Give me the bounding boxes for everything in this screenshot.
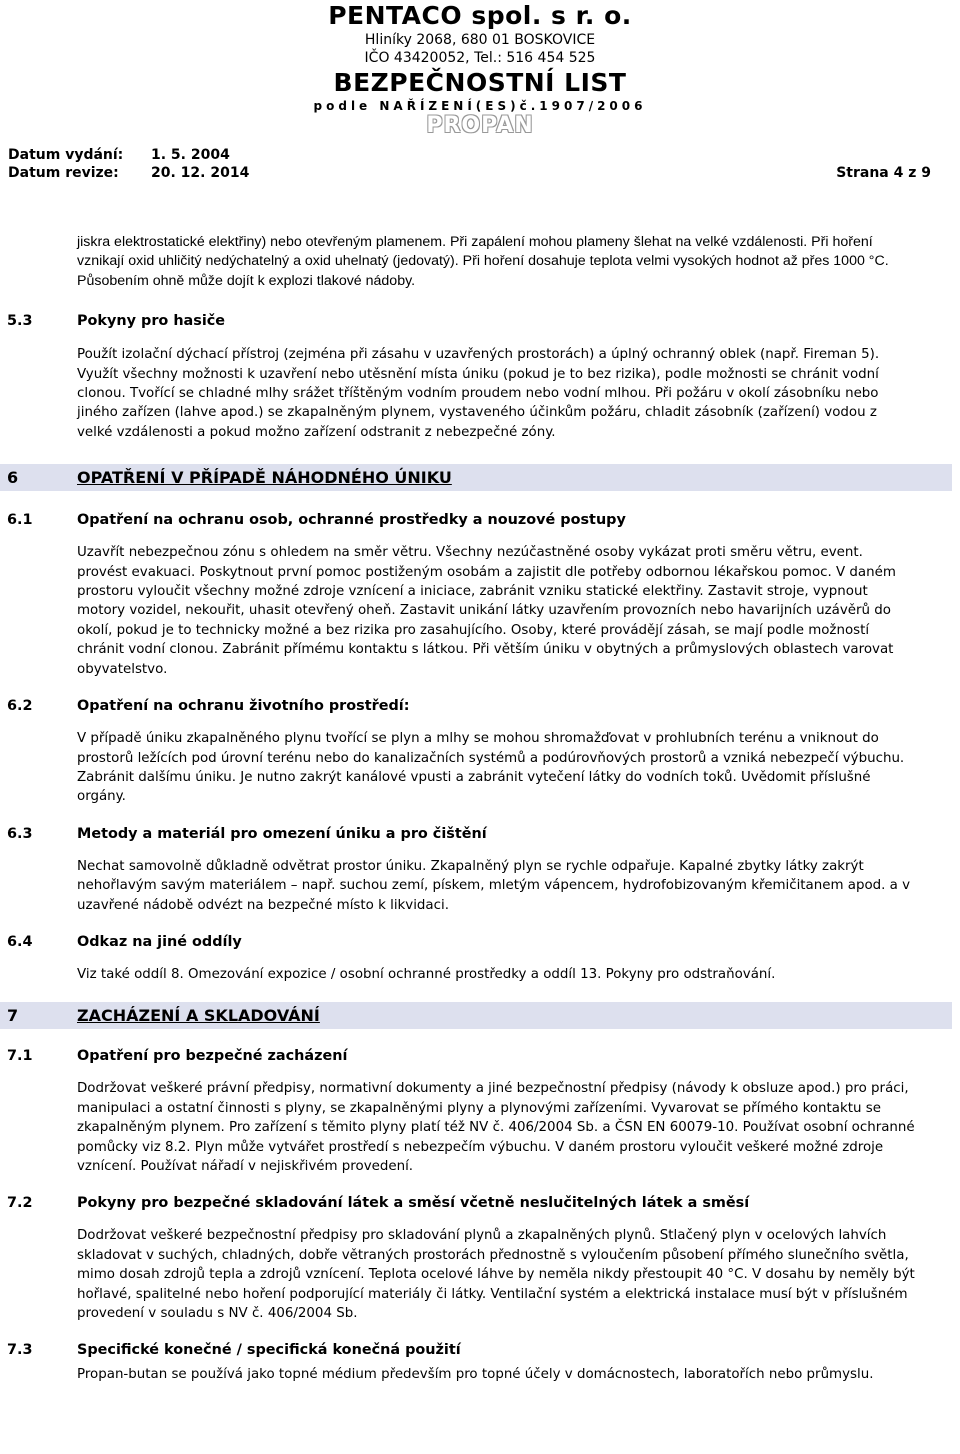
subsection-title: Specifické konečné / specifická konečná použití: [77, 1342, 461, 1359]
subsection-number: 6.2: [7, 698, 33, 715]
section-title: OPATŘENÍ V PŘÍPADĚ NÁHODNÉHO ÚNIKU: [77, 468, 452, 488]
subsection-6-3-text: Nechat samovolně důkladně odvětrat prostor úniku. Zkapalněný plyn se rychle odpařuje. Kapalné zbytky látky zakrýt nehořlavým savým materiálem – např. suchou zemí, pískem, mletým vápencem, hydrofobizovaným křemičitanem apod. a v uzavřené nádobě odvézt na bezpečné místo k likvidaci.: [77, 858, 911, 913]
subsection-6-4-heading: [0, 931, 960, 953]
subsection-title: Opatření na ochranu osob, ochranné prostředky a nouzové postupy: [77, 512, 626, 529]
regulation-line: podle NAŘÍZENÍ(ES)č.1907/2006: [313, 99, 647, 113]
document-title: BEZPEČNOSTNÍ LIST: [333, 68, 627, 97]
subsection-number: 7.3: [7, 1342, 33, 1359]
subsection-7-3-text: Propan-butan se používá jako topné médium především pro topné účely v domácnostech, laboratořích nebo průmyslu.: [77, 1367, 874, 1383]
subsection-6-4-text: Viz také oddíl 8. Omezování expozice / osobní ochranné prostředky a oddíl 13. Pokyny pro odstraňování.: [77, 966, 776, 982]
section-7-heading: [0, 1002, 952, 1029]
company-name: PENTACO spol. s r. o.: [328, 1, 632, 30]
section-number: 6: [7, 468, 19, 488]
intro-paragraph: jiskra elektrostatické elektřiny) nebo otevřeným plamenem. Při zapálení mohou plameny šlehat na velké vzdálenosti. Při hoření vznikají oxid uhličitý nedýchatelný a oxid uhelnatý (jedovatý). Při hoření dosahuje teplota velmi vysokých hodnot až přes 1000 °C. Působením ohně může dojít k explozi tlakové nádoby.: [77, 234, 889, 289]
subsection-6-2-text: V případě úniku zkapalněného plynu tvořící se plyn a mlhy se mohou shromažďovat v prohlubních terénu a vniknout do prostorů ležících pod úrovní terénu nebo do kanalizačních systémů a podúrovňových prostorů a vzniká nebezpečí výbuchu. Zabránit dalšímu úniku. Je nutno zakrýt kanálové vpusti a zabránit vytečení látky do vodních toků. Uvědomit příslušné orgány.: [77, 731, 905, 805]
subsection-title: Pokyny pro hasiče: [77, 313, 226, 330]
section-number: 7: [7, 1006, 19, 1026]
subsection-5-3-heading: [0, 310, 960, 332]
subsection-title: Metody a materiál pro omezení úniku a pro čištění: [77, 825, 487, 842]
subsection-6-2-heading: [0, 695, 960, 717]
subsection-5-3-text: Použít izolační dýchací přístroj (zejména při zásahu v uzavřených prostorách) a úplný ochranný oblek (např. Fireman 5). Využít všechny možnosti k uzavření nebo utěsnění místa úniku (pokud je to bez rizika), podle možnosti se chránit vodní clonou. Tvořící se chladné mlhy srážet tříštěným vodním proudem nebo vodní mlhou. Při požáru v okolí zásobníku nebo jiného zařízen (lahve apod.) se zkapalněným plynem, vystaveného účinkům požáru, chladit zásobník (zařízení) vodou z velké vzdálenosti a pokud možno zařízení odstranit z nebezpečné zóny.: [77, 347, 880, 440]
subsection-number: 5.3: [7, 313, 33, 330]
issue-date-label: Datum vydání:: [8, 147, 124, 163]
subsection-title: Odkaz na jiné oddíly: [77, 933, 242, 950]
product-name: PROPAN: [426, 113, 534, 138]
section-title: ZACHÁZENÍ A SKLADOVÁNÍ: [77, 1006, 320, 1026]
revision-date: 20. 12. 2014: [151, 165, 250, 181]
subsection-6-1-heading: [0, 509, 960, 531]
subsection-7-1-heading: [0, 1045, 960, 1067]
subsection-number: 6.1: [7, 512, 33, 529]
subsection-number: 6.4: [7, 933, 33, 950]
document-body: [0, 233, 960, 1385]
subsection-number: 6.3: [7, 825, 33, 842]
company-address: Hliníky 2068, 680 01 BOSKOVICE: [364, 32, 596, 48]
subsection-6-3-heading: [0, 823, 960, 845]
page-number: Strana 4 z 9: [836, 165, 931, 181]
company-contact: IČO 43420052, Tel.: 516 454 525: [364, 50, 596, 66]
subsection-7-1-text: Dodržovat veškeré právní předpisy, normativní dokumenty a jiné bezpečnostní předpisy (návody k obsluze apod.) pro práci, manipulaci a ostatní činnosti s plyny, se zkapalněnými plyny a plynovými zařízeními. Vyvarovat se přímého kontaktu se zkapalněným plynem. Pro zařízení s těmito plyny platí též NV č. 406/2004 Sb. a ČSN EN 60079-10. Používat osobní ochranné pomůcky viz 8.2. Plyn může vytvářet prostředí s nebezpečím výbuchu. V daném prostoru vyloučit veškeré možné zdroje vznícení. Používat nářadí v nejiskřivém provedení.: [77, 1081, 915, 1174]
subsection-title: Opatření na ochranu životního prostředí:: [77, 698, 410, 715]
subsection-title: Pokyny pro bezpečné skladování látek a směsí včetně neslučitelných látek a směsí: [77, 1195, 750, 1212]
section-6-heading: [0, 464, 952, 491]
subsection-number: 7.1: [7, 1048, 33, 1065]
subsection-title: Opatření pro bezpečné zacházení: [77, 1048, 348, 1065]
subsection-7-2-heading: [0, 1192, 960, 1214]
subsection-6-1-text: Uzavřít nebezpečnou zónu s ohledem na směr větru. Všechny nezúčastněné osoby vykázat proti směru větru, event. provést evakuaci. Poskytnout první pomoc postiženým osobám a zajistit dle potřeby odbornou lékařskou pomoc. V daném prostoru vyloučit všechny možné zdroje vznícení a iniciace, zabránit vzniku statické elektřiny. Zastavit stroje, vypnout motory vozidel, nekouřit, uhasit otevřený oheň. Zastavit unikání látky uzavřením provozních nebo havarijních uzávěrů do okolí, pokud je to technicky možné a bez rizika pro zasahujícího. Osoby, které provádějí zásah, se mají podle možností chránit vodní clonou. Zabránit přímému kontaktu s látkou. Při větším úniku v obytných a průmyslových oblastech varovat obyvatelstvo.: [77, 545, 896, 677]
revision-date-label: Datum revize:: [8, 165, 119, 181]
subsection-7-2-text: Dodržovat veškeré bezpečnostní předpisy pro skladování plynů a zkapalněných plynů. Stlačený plyn v ocelových lahvích skladovat v suchých, chladných, dobře větraných prostorách přednostně s vyloučením působení přímého slunečního světla, mimo dosah zdrojů tepla a zdrojů vznícení. Teplota ocelové láhve by neměla nikdy přestoupit 40 °C. V dosahu by neměly být hořlavé, spalitelné nebo hoření podporující materiály či látky. Ventilační systém a elektrická instalace musí být v příslušném provedení v souladu s NV č. 406/2004 Sb.: [77, 1228, 915, 1321]
issue-date: 1. 5. 2004: [151, 147, 230, 163]
subsection-number: 7.2: [7, 1195, 33, 1212]
subsection-7-3-heading: [0, 1339, 960, 1361]
